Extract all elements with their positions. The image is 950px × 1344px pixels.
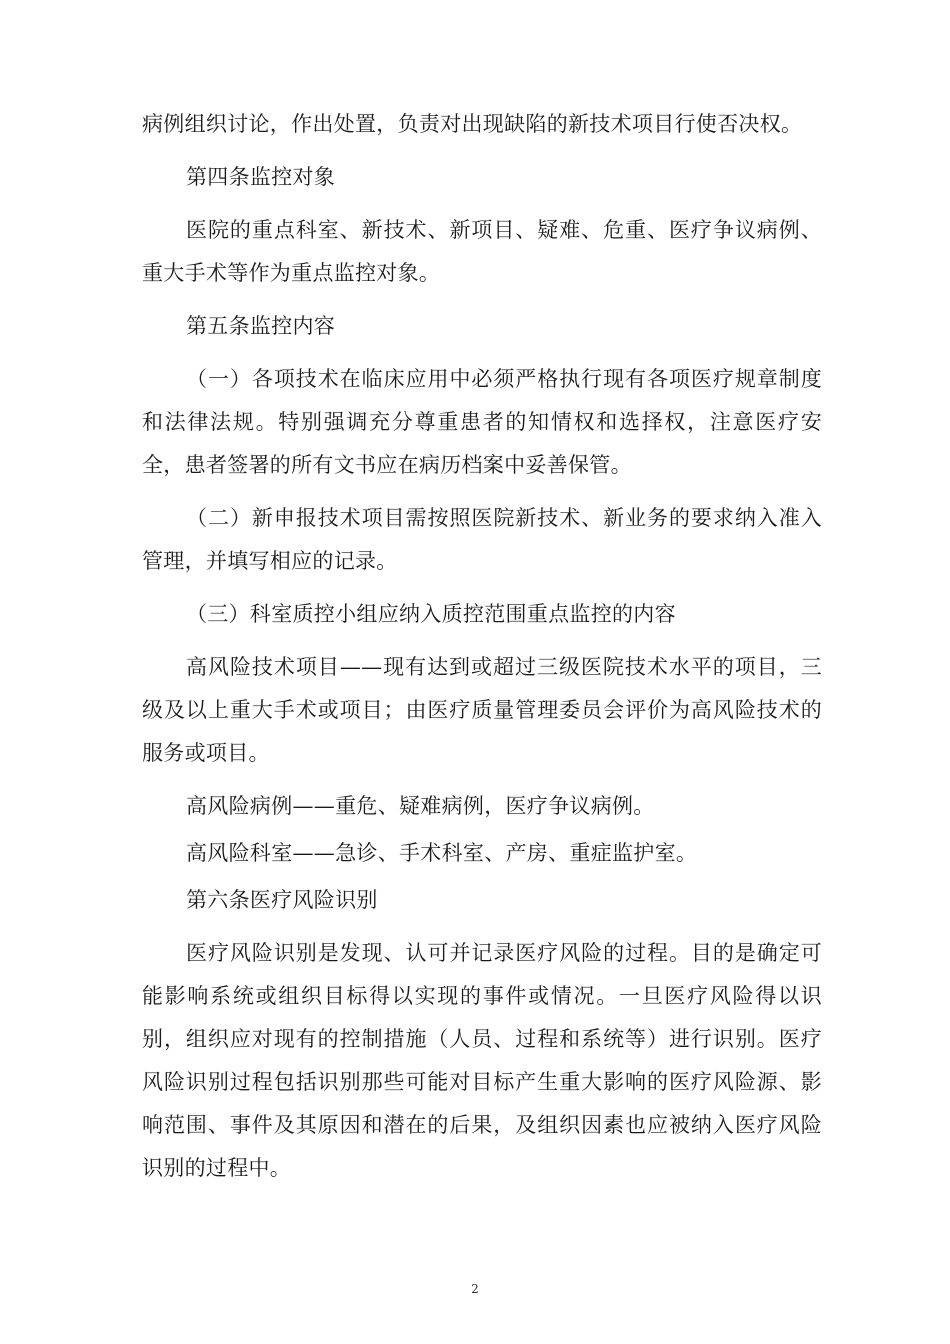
heading-article-5: 第五条监控内容 [186,314,336,338]
paragraph-high-risk-technology: 高风险技术项目——现有达到或超过三级医院技术水平的项目，三级及以上重大手术或项目；由医疗质量管理委员会评价为高风险技术的服务或项目。 [142,655,822,765]
paragraph-monitoring-targets: 医院的重点科室、新技术、新项目、疑难、危重、医疗争议病例、重大手术等作为重点监控对象。 [142,218,822,285]
paragraph-item-2: （二）新申报技术项目需按照医院新技术、新业务的要求纳入准入管理，并填写相应的记录。 [142,506,822,573]
heading-article-4: 第四条监控对象 [186,165,336,189]
paragraph-item-3: （三）科室质控小组应纳入质控范围重点监控的内容 [186,602,676,626]
paragraph-high-risk-departments: 高风险科室——急诊、手术科室、产房、重症监护室。 [186,841,698,865]
document-body [142,103,822,1200]
paragraph-risk-identification: 医疗风险识别是发现、认可并记录医疗风险的过程。目的是确定可能影响系统或组织目标得以实现的事件或情况。一旦医疗风险得以识别，组织应对现有的控制措施（人员、过程和系统等）进行识别。医疗风险识别过程包括识别那些可能对目标产生重大影响的医疗风险源、影响范围、事件及其原因和潜在的后果，及组织因素也应被纳入医疗风险识别的过程中。 [142,941,822,1180]
paragraph-high-risk-cases: 高风险病例——重危、疑难病例，医疗争议病例。 [186,794,655,818]
heading-article-6: 第六条医疗风险识别 [186,888,378,912]
paragraph-continuation: 病例组织讨论，作出处置，负责对出现缺陷的新技术项目行使否决权。 [142,112,803,136]
paragraph-item-1: （一）各项技术在临床应用中必须严格执行现有各项医疗规章制度和法律法规。特别强调充分尊重患者的知情权和选择权，注意医疗安全，患者签署的所有文书应在病历档案中妥善保管。 [142,367,822,477]
page-number: 2 [471,1282,479,1296]
